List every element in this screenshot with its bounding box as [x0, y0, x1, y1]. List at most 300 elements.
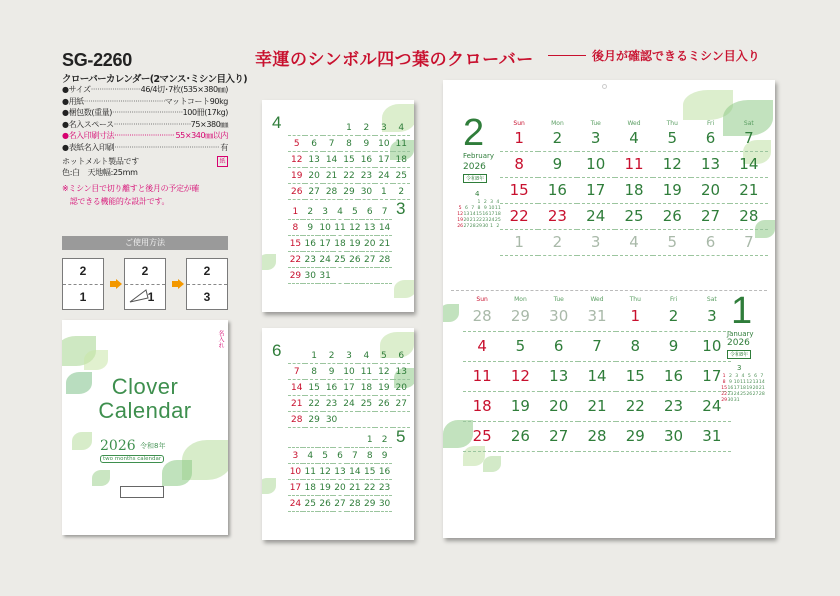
calendar-day: 2: [654, 302, 692, 332]
calendar-day: 21: [323, 168, 340, 184]
mini-day: 17: [733, 386, 740, 391]
spec-row: [62, 96, 228, 108]
calendar-day: 9: [358, 136, 375, 152]
calendar-day: 3: [577, 126, 615, 152]
binding-text: ホットメルト製品です: [62, 157, 139, 166]
spec-leader: [114, 119, 191, 131]
calendar-day: 15: [305, 380, 322, 396]
calendar-day: [333, 268, 348, 284]
calendar-day: 20: [393, 380, 410, 396]
calendar-day: 21: [377, 236, 392, 252]
calendar-day: 8: [340, 136, 357, 152]
mini-day: 12: [457, 212, 464, 217]
calendar-day: 4: [615, 126, 653, 152]
calendar-day: 10: [577, 152, 615, 178]
spec-value: マットコート90kg: [164, 96, 228, 106]
calendar-day: 19: [347, 236, 362, 252]
thumbnail-page-jun-may: [262, 328, 414, 540]
calendar-day: 9: [538, 152, 576, 178]
calendar-day: 15: [340, 152, 357, 168]
calendar-day: 4: [303, 448, 318, 464]
calendar-day: 27: [362, 252, 377, 268]
feb-year: 2026: [463, 162, 486, 172]
calendar-day: 26: [375, 396, 392, 412]
weekday-label: Sat: [743, 120, 754, 127]
calendar-day: 27: [540, 422, 578, 452]
arrow-right-icon: [172, 279, 184, 289]
calendar-day: 12: [501, 362, 539, 392]
calendar-day: 29: [305, 412, 322, 428]
main-calendar-page: [443, 80, 775, 538]
calendar-day: 10: [693, 332, 731, 362]
calendar-day: 12: [318, 464, 333, 480]
thumb-lower-grid: [288, 432, 392, 512]
calendar-day: 18: [615, 178, 653, 204]
jan-month-name: January: [727, 330, 754, 338]
thumbnail-page-apr-mar: [262, 100, 414, 312]
cover-name-label: 名入れ: [217, 330, 224, 348]
calendar-day: [347, 432, 362, 448]
calendar-day: 9: [654, 332, 692, 362]
calendar-day: 1: [500, 230, 538, 256]
calendar-day: 19: [501, 392, 539, 422]
calendar-day: 8: [305, 364, 322, 380]
mini-day: 10: [488, 206, 495, 211]
feb-era: 令和8年: [463, 174, 487, 183]
calendar-day: 26: [288, 184, 305, 200]
calendar-day: 22: [340, 168, 357, 184]
mini-day: 28: [758, 392, 765, 397]
clover-decoration: [92, 470, 110, 486]
calendar-day: 25: [358, 396, 375, 412]
spec-label: ●用紙: [62, 96, 84, 106]
calendar-day: 15: [616, 362, 654, 392]
cover-page: [62, 320, 228, 535]
calendar-day: 27: [305, 184, 322, 200]
calendar-day: 3: [318, 204, 333, 220]
calendar-day: 22: [500, 204, 538, 230]
calendar-day: [305, 120, 322, 136]
calendar-day: 10: [340, 364, 357, 380]
mini-day: 21: [469, 218, 476, 223]
weekday-label: Mon: [514, 296, 527, 303]
calendar-day: [318, 432, 333, 448]
weekday-label: Wed: [627, 120, 641, 127]
mini-day: 31: [733, 398, 740, 403]
calendar-day: 17: [577, 178, 615, 204]
calendar-day: [333, 432, 348, 448]
calendar-day: 29: [288, 268, 303, 284]
calendar-day: 24: [288, 496, 303, 512]
calendar-day: 8: [362, 448, 377, 464]
mini-day: 28: [469, 224, 476, 229]
mini-day: 1: [477, 200, 481, 205]
calendar-day: 28: [730, 204, 768, 230]
calendar-day: 1: [340, 120, 357, 136]
cover-tag: two months calendar: [100, 455, 164, 463]
calendar-day: 7: [347, 448, 362, 464]
mini-day: 26: [457, 224, 464, 229]
spec-row: [62, 142, 228, 154]
thumb-upper-grid: [288, 348, 410, 428]
spec-label: ●名入スペース: [62, 119, 114, 129]
calendar-day: 25: [333, 252, 348, 268]
calendar-day: 14: [578, 362, 616, 392]
calendar-day: 11: [303, 464, 318, 480]
mini-day: 10: [733, 380, 740, 385]
calendar-day: 20: [305, 168, 322, 184]
calendar-day: 5: [347, 204, 362, 220]
calendar-day: 20: [362, 236, 377, 252]
calendar-day: 6: [305, 136, 322, 152]
calendar-day: [288, 348, 305, 364]
calendar-day: 11: [463, 362, 501, 392]
perforation-note: [62, 182, 232, 208]
calendar-day: 2: [377, 432, 392, 448]
mini-day: 19: [457, 218, 464, 223]
calendar-day: 2: [538, 230, 576, 256]
main-heading: 幸運のシンボル四つ葉のクローバー: [255, 50, 534, 70]
spec-row: [62, 107, 228, 119]
calendar-day: 2: [358, 120, 375, 136]
spec-leader: [84, 96, 165, 108]
calendar-day: 13: [333, 464, 348, 480]
calendar-day: 7: [730, 230, 768, 256]
calendar-day: 10: [318, 220, 333, 236]
calendar-day: 1: [500, 126, 538, 152]
calendar-day: 1: [288, 204, 303, 220]
calendar-day: 26: [653, 204, 691, 230]
calendar-day: 6: [333, 448, 348, 464]
calendar-day: 26: [501, 422, 539, 452]
weekday-label: Tue: [553, 296, 564, 303]
mini-day: 17: [488, 212, 495, 217]
calendar-day: [340, 412, 357, 428]
calendar-day: [362, 268, 377, 284]
calendar-day: 22: [362, 480, 377, 496]
mini-day: 14: [758, 380, 765, 385]
mini-day: 24: [733, 392, 740, 397]
weekday-label: Mon: [551, 120, 564, 127]
calendar-day: 17: [693, 362, 731, 392]
mini-day: 13: [752, 380, 759, 385]
calendar-day: 24: [693, 392, 731, 422]
calendar-day: 2: [538, 126, 576, 152]
mini-day: 1: [490, 224, 494, 229]
calendar-day: 7: [288, 364, 305, 380]
calendar-day: 4: [615, 230, 653, 256]
jan-month-number: 1: [731, 290, 753, 332]
spec-leader: [112, 107, 183, 119]
sub-heading: 後月が確認できるミシン目入り: [592, 49, 760, 63]
calendar-day: 28: [347, 496, 362, 512]
calendar-day: 13: [691, 152, 729, 178]
mini-day: 1: [722, 374, 726, 379]
calendar-day: 20: [691, 178, 729, 204]
calendar-day: 28: [323, 184, 340, 200]
calendar-day: 30: [323, 412, 340, 428]
jan-year: 2026: [727, 338, 750, 348]
spec-list: [62, 84, 228, 154]
spec-row: [62, 130, 228, 142]
calendar-day: 9: [303, 220, 318, 236]
calendar-day: 29: [362, 496, 377, 512]
calendar-day: 23: [303, 252, 318, 268]
mini-day: 23: [727, 392, 734, 397]
mini-day: 25: [494, 218, 501, 223]
calendar-day: 19: [288, 168, 305, 184]
calendar-day: [375, 412, 392, 428]
mini-day: 29: [476, 224, 482, 229]
thumb-month-upper: 4: [272, 113, 282, 132]
thumb-month-lower: 3: [396, 199, 406, 218]
calendar-day: 5: [653, 230, 691, 256]
perforation-line: [451, 290, 767, 291]
name-print-area: [120, 486, 164, 498]
calendar-day: 25: [303, 496, 318, 512]
weekday-label: Wed: [590, 296, 604, 303]
mini-day: 20: [752, 386, 759, 391]
calendar-day: 14: [288, 380, 305, 396]
paper-badge: 紙: [217, 156, 228, 167]
hanger-hole: [602, 84, 607, 89]
calendar-day: 7: [578, 332, 616, 362]
mini-day: 2: [728, 374, 732, 379]
calendar-day: 18: [358, 380, 375, 396]
mini-day: 11: [494, 206, 501, 211]
calendar-day: 16: [358, 152, 375, 168]
calendar-day: 21: [730, 178, 768, 204]
calendar-day: 24: [340, 396, 357, 412]
calendar-day: 28: [288, 412, 305, 428]
calendar-day: 19: [653, 178, 691, 204]
spec-label: ●表紙名入印刷: [62, 142, 115, 152]
calendar-day: 11: [358, 364, 375, 380]
calendar-day: 3: [693, 302, 731, 332]
calendar-day: 5: [318, 448, 333, 464]
calendar-day: 20: [333, 480, 348, 496]
mini-day: 5: [747, 374, 751, 379]
mini-day: 18: [740, 386, 746, 391]
calendar-day: 2: [303, 204, 318, 220]
calendar-day: 26: [318, 496, 333, 512]
calendar-day: 12: [347, 220, 362, 236]
calendar-day: 25: [463, 422, 501, 452]
arrow-right-icon: [110, 279, 122, 289]
calendar-day: 24: [577, 204, 615, 230]
mini-day: 7: [471, 206, 475, 211]
calendar-day: 29: [501, 302, 539, 332]
calendar-day: [393, 412, 410, 428]
usage-bottom: [125, 285, 165, 309]
calendar-day: 5: [653, 126, 691, 152]
mini-day: 24: [488, 218, 495, 223]
cover-title-line2: Calendar: [98, 398, 192, 423]
mini-day: 12: [746, 380, 753, 385]
calendar-day: 5: [375, 348, 392, 364]
mini-day: 22: [721, 392, 728, 397]
mini-day: 9: [483, 206, 487, 211]
usage-bottom: 1: [79, 290, 87, 304]
calendar-day: 17: [375, 152, 392, 168]
calendar-day: 3: [340, 348, 357, 364]
weekday-label: Fri: [669, 296, 678, 303]
usage-title: ご使用方法: [62, 236, 228, 250]
mini-day: 2: [483, 200, 487, 205]
mini-day: 6: [464, 206, 468, 211]
calendar-day: 14: [347, 464, 362, 480]
mini-day: 22: [476, 218, 482, 223]
calendar-day: 16: [303, 236, 318, 252]
calendar-day: 14: [730, 152, 768, 178]
calendar-day: 12: [653, 152, 691, 178]
mini-calendar-april: [457, 200, 501, 230]
calendar-day: 15: [500, 178, 538, 204]
calendar-day: 9: [323, 364, 340, 380]
mini-day: 30: [727, 398, 734, 403]
clover-decoration: [84, 350, 108, 370]
thumb-lower-grid: [288, 204, 392, 284]
mini-day: [759, 398, 765, 404]
calendar-day: 18: [463, 392, 501, 422]
thumb-upper-grid: [288, 120, 410, 200]
calendar-day: 31: [318, 268, 333, 284]
spec-leader: [91, 84, 141, 96]
calendar-day: 19: [318, 480, 333, 496]
calendar-day: 6: [362, 204, 377, 220]
calendar-day: 7: [323, 136, 340, 152]
mini-day: 3: [735, 374, 739, 379]
calendar-day: 10: [375, 136, 392, 152]
mini-day: 16: [727, 386, 734, 391]
calendar-day: 9: [377, 448, 392, 464]
mini-day: 15: [476, 212, 482, 217]
calendar-day: 18: [393, 152, 410, 168]
calendar-day: 16: [377, 464, 392, 480]
calendar-day: 27: [333, 496, 348, 512]
calendar-day: 13: [393, 364, 410, 380]
calendar-day: 3: [375, 120, 392, 136]
spec-label: ●名入印刷寸法: [62, 131, 115, 141]
calendar-day: 28: [463, 302, 501, 332]
note-line: ※ミシン目で切り離すと後月の予定が確: [62, 184, 200, 193]
usage-step-1: [62, 258, 104, 310]
calendar-day: [303, 432, 318, 448]
calendar-day: 10: [288, 464, 303, 480]
feb-month-name: February: [463, 152, 495, 160]
calendar-day: 2: [323, 348, 340, 364]
weekday-label: Thu: [666, 120, 678, 127]
calendar-day: 24: [375, 168, 392, 184]
calendar-day: 2: [393, 184, 410, 200]
mini-day: 8: [477, 206, 481, 211]
calendar-day: 1: [362, 432, 377, 448]
spec-value: 100冊(17kg): [182, 108, 228, 118]
calendar-day: 12: [288, 152, 305, 168]
mini-day: 5: [458, 206, 462, 211]
calendar-day: 17: [340, 380, 357, 396]
calendar-day: 16: [654, 362, 692, 392]
calendar-day: 8: [616, 332, 654, 362]
color-text: 色:白 天地幅:25mm: [62, 168, 138, 178]
calendar-day: 23: [323, 396, 340, 412]
calendar-day: 29: [616, 422, 654, 452]
weekday-label: Fri: [706, 120, 715, 127]
spec-label: ●サイズ: [62, 85, 91, 94]
calendar-day: 31: [578, 302, 616, 332]
mini-day: 26: [746, 392, 753, 397]
mini-day: 21: [758, 386, 765, 391]
calendar-day: [377, 268, 392, 284]
calendar-day: 27: [691, 204, 729, 230]
calendar-day: 12: [375, 364, 392, 380]
calendar-day: 28: [377, 252, 392, 268]
calendar-day: 4: [358, 348, 375, 364]
mini-day: 11: [740, 380, 746, 385]
calendar-day: 23: [538, 204, 576, 230]
jan-era: 令和8年: [727, 350, 751, 359]
calendar-day: 13: [305, 152, 322, 168]
clover-decoration: [72, 432, 92, 450]
calendar-day: 30: [358, 184, 375, 200]
weekday-label: Thu: [629, 296, 641, 303]
mini-day: 25: [740, 392, 746, 397]
calendar-day: 16: [538, 178, 576, 204]
feb-mini-month: 4: [475, 190, 480, 198]
calendar-day: [347, 268, 362, 284]
calendar-day: 15: [288, 236, 303, 252]
mini-calendar-march: [721, 374, 765, 404]
spec-leader: [114, 142, 220, 154]
calendar-day: 21: [347, 480, 362, 496]
calendar-day: 29: [340, 184, 357, 200]
calendar-day: 18: [333, 236, 348, 252]
calendar-day: 15: [362, 464, 377, 480]
usage-top: 2: [63, 259, 103, 285]
calendar-day: 3: [577, 230, 615, 256]
mini-day: 18: [494, 212, 501, 217]
calendar-day: 6: [540, 332, 578, 362]
usage-step-2: [124, 258, 166, 310]
calendar-day: 4: [393, 120, 410, 136]
calendar-day: 25: [393, 168, 410, 184]
model-number: SG-2260: [62, 50, 132, 70]
calendar-day: 7: [377, 204, 392, 220]
calendar-day: 23: [654, 392, 692, 422]
calendar-day: 3: [288, 448, 303, 464]
mini-day: 15: [721, 386, 728, 391]
calendar-day: 6: [691, 126, 729, 152]
mini-day: 23: [482, 218, 489, 223]
calendar-day: 11: [333, 220, 348, 236]
calendar-day: 4: [333, 204, 348, 220]
calendar-day: [288, 120, 305, 136]
calendar-day: 13: [540, 362, 578, 392]
calendar-day: 1: [616, 302, 654, 332]
calendar-day: 22: [305, 396, 322, 412]
feb-grid: [500, 126, 768, 256]
usage-bottom-num: 1: [147, 290, 155, 304]
calendar-day: 25: [615, 204, 653, 230]
calendar-day: 30: [303, 268, 318, 284]
calendar-day: 21: [288, 396, 305, 412]
mini-day: 27: [463, 224, 470, 229]
calendar-day: 24: [318, 252, 333, 268]
calendar-day: 6: [393, 348, 410, 364]
usage-step-3: [186, 258, 228, 310]
calendar-day: 6: [691, 230, 729, 256]
weekday-label: Sat: [706, 296, 717, 303]
